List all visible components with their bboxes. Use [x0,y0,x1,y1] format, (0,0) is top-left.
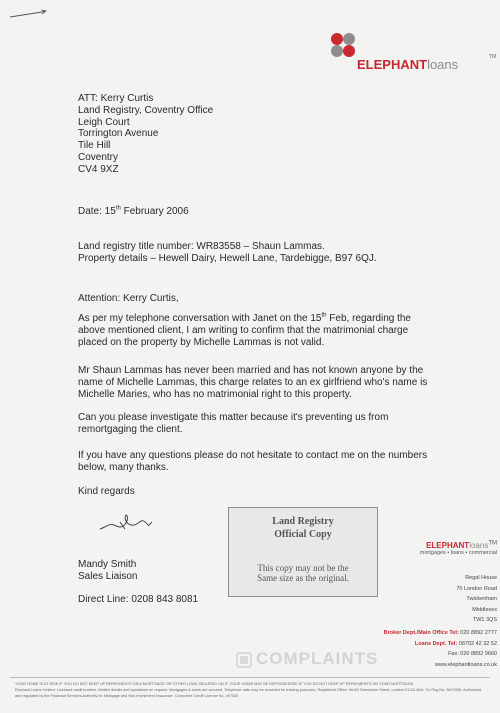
direct-line: Direct Line: 0208 843 8081 [78,594,199,605]
company-address: Regal House 70 London Road Twickenham Middlesex TW1 3QS [456,575,497,623]
company-name: ELEPHANTloans™ [426,540,497,550]
address-line: Coventry [78,151,119,163]
body-paragraph-2: Mr Shaun Lammas has never been married and has not known anyone by the name of Michelle Lammas, this charge relates to an ex girlfriend who's name is Michelle Maries, who has no matrimonial right to this property. [78,365,428,400]
watermark-logo-icon [236,652,252,668]
loans-phone: Loans Dept. Tel: 08702 42 32 52 [414,640,497,647]
title-number-line: Land registry title number: WR83558 – Shaun Lammas. [78,241,325,252]
signatory-block [78,559,137,583]
letter-date: Date: 15th February 2006 [78,205,189,217]
stamp-title-line-2: Official Copy [274,529,332,540]
body-paragraph-1: As per my telephone conversation with Janet on the 15th Feb, regarding the above mentioned client, I am writing to confirm that the matrimonial charge placed on the property by Michelle Lammas is not valid. [78,312,411,348]
stamp-note: This copy may not be the Same size as the original. [257,563,349,583]
recipient-address [78,93,213,176]
address-line: Leigh Court [78,116,130,128]
attention-line: Attention: Kerry Curtis, [78,293,179,304]
signatory-title: Sales Liaison [78,570,138,582]
address-line: Land Registry, Coventry Office [78,104,214,116]
address-line: CV4 9XZ [78,163,119,175]
stamp-title-line-1: Land Registry [272,516,334,527]
fax-number: Fax: 020 8892 9660 [448,651,497,657]
body-paragraph-3: Can you please investigate this matter because it's preventing us from remortgaging the client. [78,412,389,435]
property-details-line: Property details – Hewell Dairy, Hewell Lane, Tardebigge, B97 6QJ. [78,252,377,264]
logo-trademark: TM [489,54,497,60]
broker-phone: Broker Dept./Main Office Tel: 020 8892 2777 [383,630,497,636]
company-website: www.elephantloans.co.uk [434,661,497,668]
complaints-watermark: COMPLAINTS [236,646,500,680]
address-line: ATT: Kerry Curtis [78,93,154,104]
handwritten-signature [98,510,154,534]
logo-wordmark: ELEPHANTloans [357,57,459,72]
address-line: Tile Hill [78,140,111,152]
company-tagline: mortgages • loans • commercial [419,550,497,556]
land-registry-official-copy-stamp [228,507,378,597]
signatory-name: Mandy Smith [78,559,137,570]
address-line: Torrington Avenue [78,128,159,140]
body-paragraph-4: If you have any questions please do not hesitate to contact me on the numbers below, many thanks. [78,450,428,473]
four-petal-logo-icon [330,32,356,58]
pen-mark-graphic [8,8,48,20]
regulatory-footer: YOUR HOME IS AT RISK IF YOU DO NOT KEEP UP REPAYMENTS ON A MORTGAGE OR OTHER LOAN SECURED ON IT. YOUR HOME MAY BE REPOSSESSED IF YOU DO NOT KEEP UP REPAYMENTS ON YOUR MORTGAGE. Elephant Loans Limited. Licensed credit brokers. Written details and quotations on request. Mortgages & loans are secured. Telephone calls may be recorded for training purposes. Registered Office: 60-65 Tabernacle Street, London EC2A 4AN. Co Reg No: 3670335. Authorised and regulated by the Financial Services Authority for Mortgage and Non Investment Insurance. Consumer Credit Licence No. 497530. [15,682,482,698]
reference-block [78,241,377,265]
elephant-loans-logo [327,32,497,77]
company-brand-block [420,541,497,556]
closing-line: Kind regards [78,486,135,497]
